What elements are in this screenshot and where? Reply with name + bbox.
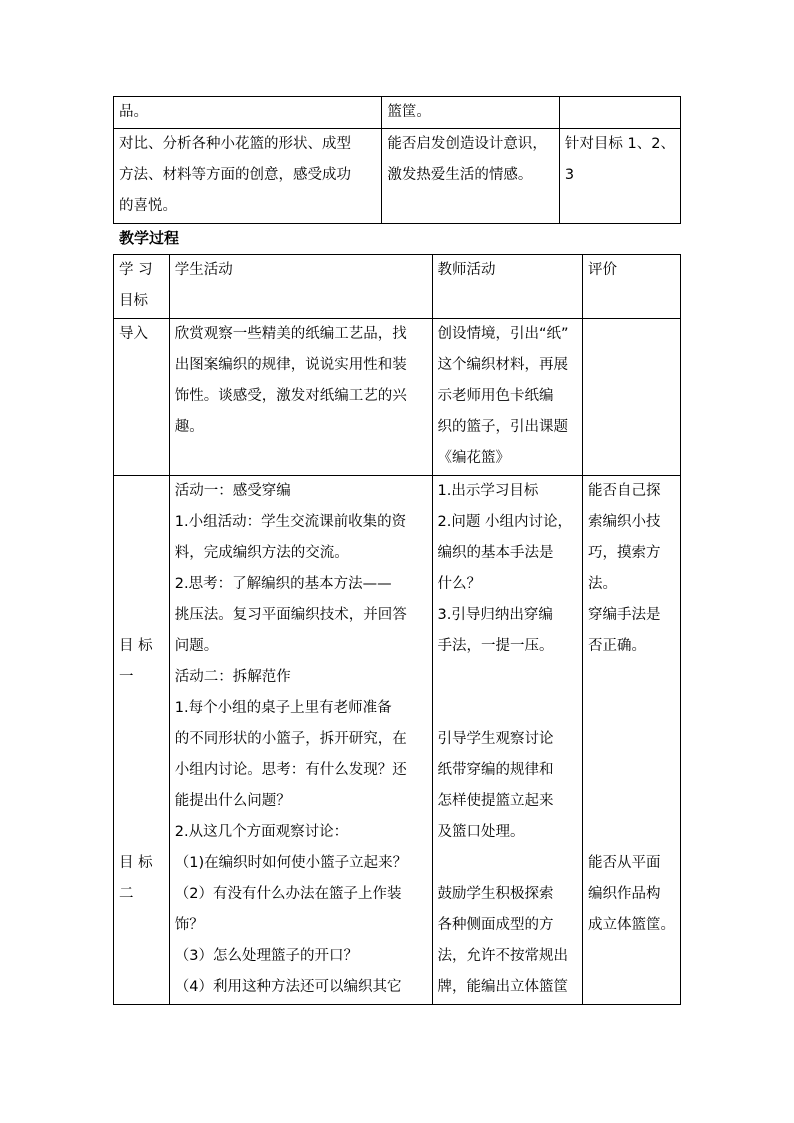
header-text: 学生活动 [174, 262, 233, 278]
cell-text: 《编花篮》 [437, 450, 511, 466]
cell-text: 穿编手法是 [587, 607, 661, 623]
cell-text: 什么？ [437, 576, 482, 592]
header-text: 学 习 [119, 262, 153, 278]
main-eval [582, 476, 680, 1005]
cell-text: 这个编织材料，再展 [437, 357, 569, 373]
cell-text: 法，允许不按常规出 [437, 948, 569, 964]
cell-text: （2）有没有什么办法在篮子上作装 [174, 886, 402, 902]
cell-text: 织的篮子，引出课题 [437, 419, 569, 435]
cell-text: 纸带穿编的规律和 [437, 762, 554, 778]
cell-text: 方法、材料等方面的创意，感受成功 [119, 167, 351, 183]
cell-text: 能提出什么问题？ [174, 793, 291, 809]
criteria-cell [382, 97, 560, 129]
cell-text: 导入 [119, 326, 148, 342]
cell-text: 索编织小技 [587, 514, 661, 530]
cell-text: 对比、分析各种小花篮的形状、成型 [119, 136, 351, 152]
intro-goal [114, 319, 170, 476]
cell-text: 鼓励学生积极探索 [437, 886, 554, 902]
cell-text: 活动一：感受穿编 [174, 483, 291, 499]
cell-text: 欣赏观察一些精美的纸编工艺品，找 [174, 326, 407, 342]
cell-text: 小组内讨论。思考：有什么发现？还 [174, 762, 407, 778]
cell-text: 料，完成编织方法的交流。 [174, 545, 349, 561]
header-text: 教师活动 [437, 262, 496, 278]
main-teacher [432, 476, 582, 1005]
goal-text: 目 标 [119, 638, 153, 654]
header-student [169, 255, 432, 319]
cell-text: 创设情境，引出“纸” [437, 326, 569, 342]
intro-eval [582, 319, 680, 476]
cell-text: 3.引导归纳出穿编 [437, 607, 553, 623]
cell-text: 巧，摸索方 [587, 545, 661, 561]
header-goal [114, 255, 170, 319]
cell-text: 牌，能编出立体篮筐 [437, 979, 569, 995]
cell-text: （1)在编织时如何使小篮子立起来？ [174, 855, 408, 871]
criteria-cell [114, 129, 382, 224]
criteria-cell [382, 129, 560, 224]
cell-text: 法。 [587, 576, 617, 592]
main-student [169, 476, 432, 1005]
cell-text: 各种侧面成型的方 [437, 917, 554, 933]
goal-text: 一 [119, 669, 134, 685]
cell-text: 能否从平面 [587, 855, 661, 871]
criteria-table [113, 96, 681, 224]
cell-text: 的喜悦。 [119, 198, 177, 214]
cell-text: 篮筐。 [387, 104, 431, 120]
cell-text: 1.小组活动：学生交流课前收集的资 [174, 514, 407, 530]
intro-teacher [432, 319, 582, 476]
cell-text: 2.思考：了解编织的基本方法—— [174, 576, 392, 592]
cell-text: （4）利用这种方法还可以编织其它 [174, 979, 402, 995]
intro-student [169, 319, 432, 476]
cell-text: 1.每个小组的桌子上里有老师准备 [174, 700, 392, 716]
cell-text: 品。 [119, 104, 148, 120]
cell-text: 的不同形状的小篮子，拆开研究，在 [174, 731, 407, 747]
cell-text: 否正确。 [587, 638, 646, 654]
header-teacher [432, 255, 582, 319]
cell-text: 饰？ [174, 917, 204, 933]
section-title: 教学过程 [119, 229, 180, 247]
cell-text: 2.从这几个方面观察讨论： [174, 824, 349, 840]
cell-text: 问题。 [174, 638, 219, 654]
cell-text: 编织的基本手法是 [437, 545, 554, 561]
header-text: 目标 [119, 293, 148, 309]
cell-text: 激发热爱生活的情感。 [387, 167, 533, 183]
cell-text: 能否自己探 [587, 483, 661, 499]
cell-text: 出图案编织的规律，说说实用性和装 [174, 357, 407, 373]
criteria-cell [559, 97, 680, 129]
process-table [113, 254, 681, 1005]
cell-text: 3 [564, 167, 575, 183]
cell-text: 1.出示学习目标 [437, 483, 539, 499]
criteria-cell [114, 97, 382, 129]
header-eval [582, 255, 680, 319]
header-text: 评价 [587, 262, 617, 278]
cell-text: 手法，一提一压。 [437, 638, 554, 654]
cell-text: 活动二：拆解范作 [174, 669, 291, 685]
cell-text: （3）怎么处理篮子的开口？ [174, 948, 358, 964]
cell-text: 趣。 [174, 419, 204, 435]
criteria-cell [559, 129, 680, 224]
goal-text: 二 [119, 886, 134, 902]
cell-text: 针对目标 1、2、 [564, 136, 675, 152]
cell-text: 及篮口处理。 [437, 824, 525, 840]
cell-text: 引导学生观察讨论 [437, 731, 554, 747]
cell-text: 2.问题 小组内讨论， [437, 514, 572, 530]
cell-text: 怎样使提篮立起来 [437, 793, 554, 809]
main-goal [114, 476, 170, 1005]
cell-text: 饰性。谈感受，激发对纸编工艺的兴 [174, 388, 407, 404]
cell-text: 挑压法。复习平面编织技术，并回答 [174, 607, 407, 623]
cell-text: 能否启发创造设计意识， [387, 136, 547, 152]
cell-text: 成立体篮筐。 [587, 917, 675, 933]
goal-text: 目 标 [119, 855, 153, 871]
cell-text: 编织作品构 [587, 886, 661, 902]
cell-text: 示老师用色卡纸编 [437, 388, 554, 404]
